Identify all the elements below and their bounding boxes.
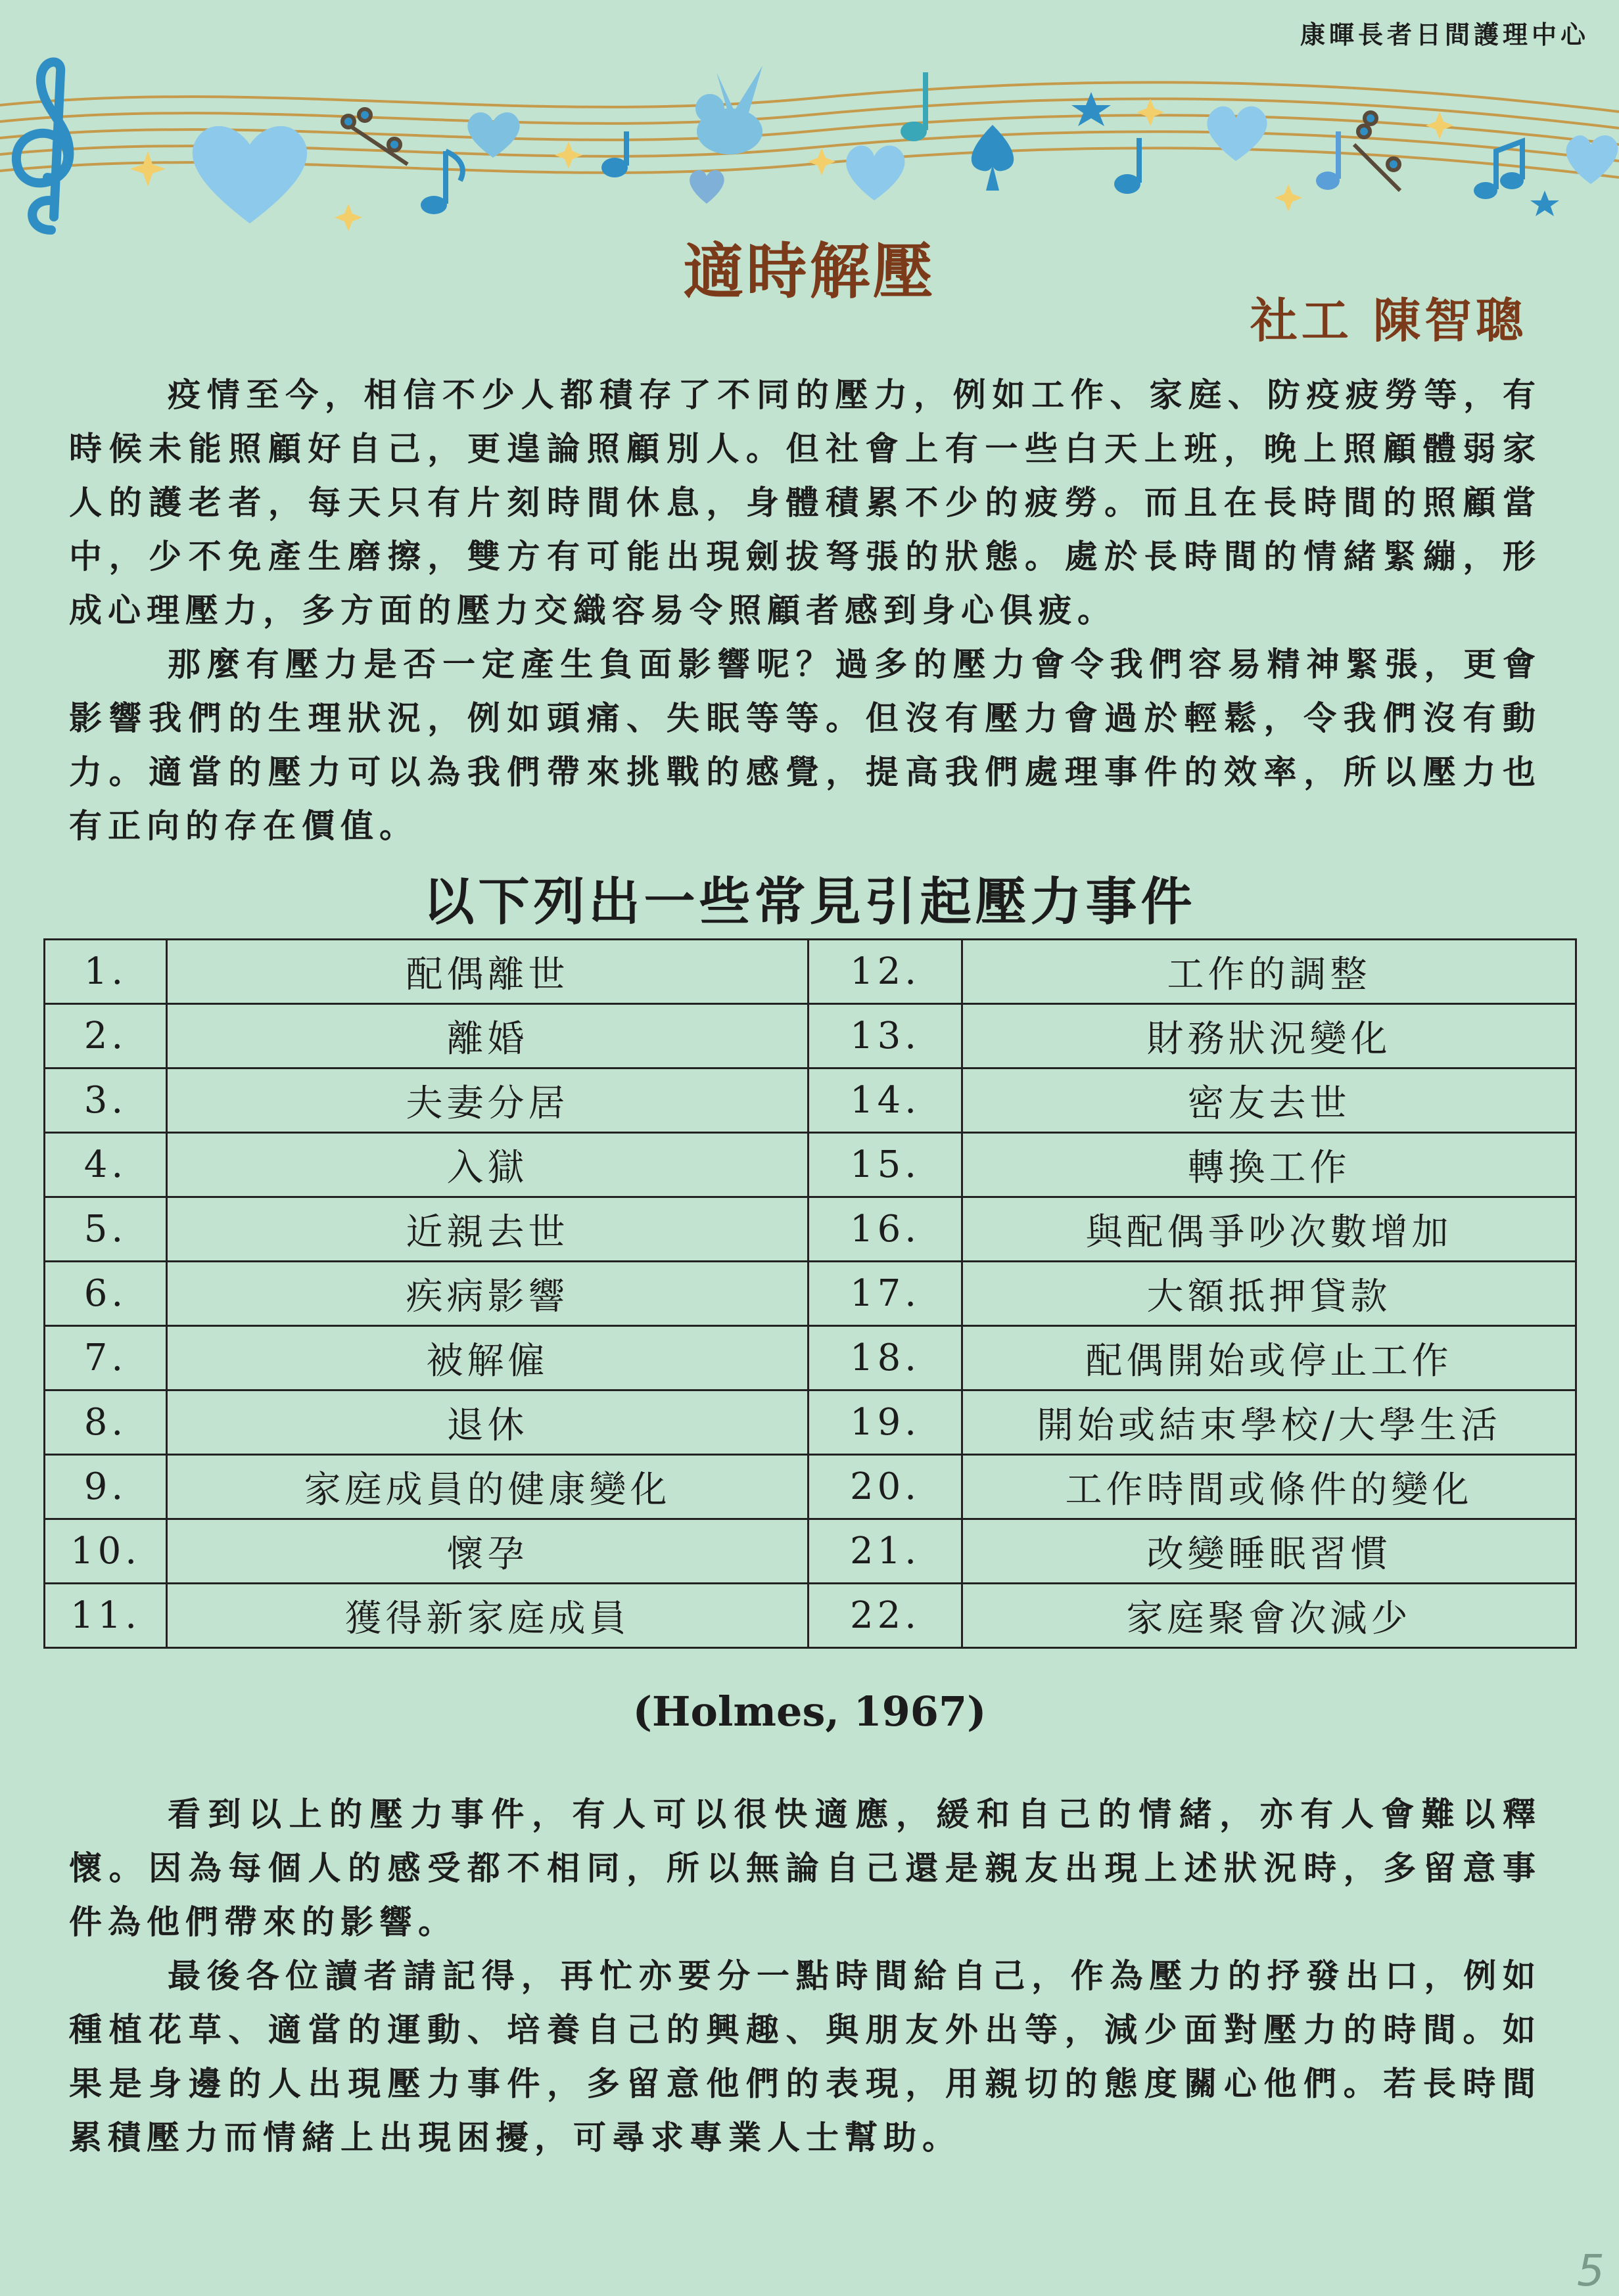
event-number: 20. — [809, 1455, 962, 1519]
closing-paragraph: 最後各位讀者請記得，再忙亦要分一點時間給自己，作為壓力的抒發出口，例如種植花草、適當的運動、培養自己的興趣、與朋友外出等，減少面對壓力的時間。如果是身邊的人出現壓力事件，多留意他們的表現，用親切的態度關心他們。若長時間累積壓力而情緒上出現困擾，可尋求專業人士幫助。 — [69, 1956, 1541, 2157]
event-name: 懷孕 — [167, 1519, 809, 1584]
citation: (Holmes, 1967) — [632, 1688, 987, 1735]
event-number: 5. — [45, 1197, 167, 1262]
table-row — [45, 940, 1576, 1004]
event-number: 18. — [809, 1326, 962, 1390]
event-name: 離婚 — [167, 1004, 809, 1068]
event-number: 2. — [45, 1004, 167, 1068]
event-number: 22. — [809, 1584, 962, 1648]
heart-icon — [846, 146, 904, 200]
event-name: 工作時間或條件的變化 — [962, 1455, 1576, 1519]
event-number: 11. — [45, 1584, 167, 1648]
treble-clef-icon — [16, 62, 70, 230]
event-name: 退休 — [167, 1390, 809, 1455]
intro-paragraph: 疫情至今，相信不少人都積存了不同的壓力，例如工作、家庭、防疫疲勞等，有時候未能照顧好自己，更遑論照顧別人。但社會上有一些白天上班，晚上照顧體弱家人的護老者，每天只有片刻時間休息，身體積累不少的疲勞。而且在長時間的照顧當中，少不免產生磨擦，雙方有可能出現劍拔弩張的狀態。處於長時間的情緒緊繃，形成心理壓力，多方面的壓力交織容易令照顧者感到身心俱疲。 — [69, 375, 1541, 630]
event-name: 與配偶爭吵次數增加 — [962, 1197, 1576, 1262]
event-number: 9. — [45, 1455, 167, 1519]
music-note-icon — [421, 72, 1524, 214]
event-number: 12. — [809, 940, 962, 1004]
event-name: 配偶離世 — [167, 940, 809, 1004]
event-name: 入獄 — [167, 1133, 809, 1197]
page-number: 5 — [1577, 2245, 1605, 2296]
event-number: 13. — [809, 1004, 962, 1068]
table-row — [45, 1004, 1576, 1068]
music-banner — [0, 53, 1619, 243]
event-name: 獲得新家庭成員 — [167, 1584, 809, 1648]
event-name: 工作的調整 — [962, 940, 1576, 1004]
event-number: 21. — [809, 1519, 962, 1584]
event-name: 密友去世 — [962, 1068, 1576, 1133]
event-number: 3. — [45, 1068, 167, 1133]
event-name: 被解僱 — [167, 1326, 809, 1390]
stress-events-table — [43, 938, 1577, 1649]
event-number: 6. — [45, 1262, 167, 1326]
event-name: 財務狀況變化 — [962, 1004, 1576, 1068]
article-author: 社工 陳智聰 — [1250, 292, 1527, 348]
event-name: 家庭成員的健康變化 — [167, 1455, 809, 1519]
event-number: 1. — [45, 940, 167, 1004]
event-number: 7. — [45, 1326, 167, 1390]
table-row — [45, 1262, 1576, 1326]
heart-icon — [1207, 106, 1267, 161]
event-number: 8. — [45, 1390, 167, 1455]
event-number: 19. — [809, 1390, 962, 1455]
event-name: 改變睡眠習慣 — [962, 1519, 1576, 1584]
heart-icon — [193, 126, 307, 223]
bird-icon — [695, 66, 763, 154]
table-row — [45, 1197, 1576, 1262]
org-name: 康暉長者日間護理中心 — [1300, 20, 1589, 49]
event-name: 疾病影響 — [167, 1262, 809, 1326]
table-row — [45, 1455, 1576, 1519]
event-name: 近親去世 — [167, 1197, 809, 1262]
heart-icon — [690, 170, 724, 204]
table-row — [45, 1584, 1576, 1648]
stress-effects-paragraph: 那麼有壓力是否一定產生負面影響呢？過多的壓力會令我們容易精神緊張，更會影響我們的生理狀況，例如頭痛、失眠等等。但沒有壓力會過於輕鬆，令我們沒有動力。適當的壓力可以為我們帶來挑戰的感覺，提高我們處理事件的效率，所以壓力也有正向的存在價值。 — [69, 645, 1541, 845]
event-number: 4. — [45, 1133, 167, 1197]
adaptation-paragraph: 看到以上的壓力事件，有人可以很快適應，緩和自己的情緒，亦有人會難以釋懷。因為每個人的感受都不相同，所以無論自己還是親友出現上述狀況時，多留意事件為他們帶來的影響。 — [69, 1795, 1541, 1941]
table-heading: 以下列出一些常見引起壓力事件 — [423, 872, 1196, 932]
article-title: 適時解壓 — [683, 236, 936, 307]
event-name: 配偶開始或停止工作 — [962, 1326, 1576, 1390]
table-row — [45, 1326, 1576, 1390]
table-row — [45, 1133, 1576, 1197]
table-row — [45, 1519, 1576, 1584]
event-name: 夫妻分居 — [167, 1068, 809, 1133]
event-name: 家庭聚會次減少 — [962, 1584, 1576, 1648]
table-row — [45, 1068, 1576, 1133]
event-name: 開始或結束學校/大學生活 — [962, 1390, 1576, 1455]
event-number: 14. — [809, 1068, 962, 1133]
heart-icon — [467, 112, 519, 158]
event-number: 16. — [809, 1197, 962, 1262]
event-name: 轉換工作 — [962, 1133, 1576, 1197]
event-name: 大額抵押貸款 — [962, 1262, 1576, 1326]
table-row — [45, 1390, 1576, 1455]
event-number: 15. — [809, 1133, 962, 1197]
event-number: 10. — [45, 1519, 167, 1584]
event-number: 17. — [809, 1262, 962, 1326]
